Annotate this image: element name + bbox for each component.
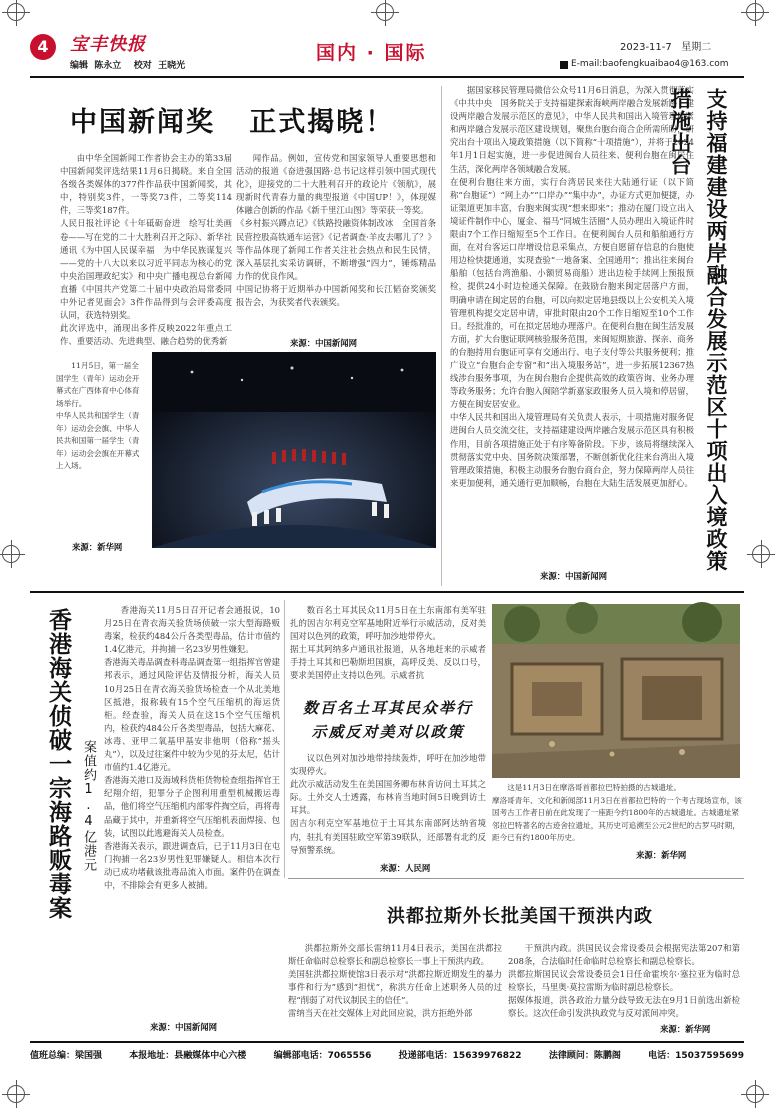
article-news-award-col1: 由中华全国新闻工作者协会主办的第33届中国新闻奖评选结果11月6日揭晓。来自全国各级各类媒体的377件作品获中国新闻奖，其中，特别奖3件，一等奖73件，二等奖114件，三等奖187件。 人民日报社评论《十年砥砺奋进 绘写壮美画卷——写在党的二十大胜利召开之际》、新华社通讯《为中国人民谋幸福 为中华民族谋复兴——党的十八大以来以习近平同志为核心的党中央治国理政纪实》和中央广播电视总台新闻直播《中国共产党第二十届中央政治局常委同中外记者见面会》3件作品得到与会评委高度认同，获选特别奖。 此次评选中，涌现出多件反映2022年重点工作、重要活动、先进典型、融合趋势的优秀新 (60, 153, 232, 347)
header-date: 2023-11-7 星期二 (620, 42, 712, 53)
registration-mark-bottom-right (746, 1085, 764, 1103)
footer-rule (30, 1041, 744, 1043)
article-fujian-policy-text: 据国家移民管理局微信公众号11月6日消息，为深入贯彻落实《中共中央 国务院关于支持福建探索海峡两岸融合发展新路 建设两岸融合发展示范区的意见》，中华人民共和国出入境管理局紧和两岸融合发展示范区建设规划，聚焦台胞台商合企所需所盼，研究出台十项出入境政策措施（以下简称“十项措施”），并将于2024年1月1日起实施，进一步促进闽台人员往来、便利台胞在闽居住生活，深化两岸各领域融合发展。 在便利台胞往来方面，实行台湾居民来往大陆通行证（以下简称“台胞证”）“网上办”“口岸办”“集中办”，办证方式更加便捷，办证渠道更加丰富，台胞来闽实现“想来即来”；推动在厦门设立出入境证件制作中心，厦金、福马“同城生活圈”人员办理出入境证件时限由7个工作日缩短至5个工作日。在便利闽台人员和船舶通行方面，在对台客运口岸增设信息采集点，方便自愿留存信息的台胞使用边检快捷通道，实现查验“一地备案、全国通用”；推出往来闽台船舶（包括台湾渔船、小额贸易商船）进出边检手续网上预报预检，提供24小时边检通关保障。在鼓励台胞来闽定居落户方面，明确申请在闽定居的台胞，可以向拟定居地县级以上公安机关入境管理机构提交定居申请，审批时限由20个工作日缩短至10个工作日。经批准的，可在拟定居地办理落户。在便利台胞在闽生活发展方面，扩大台胞证联网核验服务范围，来闽短期旅游、探亲、商务的台胞持用台胞证可享有交通出行、电子支付等公共服务便利；推广设立“台胞台企专窗”和“出入境服务站”，进一步拓展12367热线涉台服务事项，为在闽台胞台企提供高效的政策咨询、业务办理等政务服务；允许台胞入闽陪学新嘉家政服务人员入境和停居留，方便在闽安居安业。 中华人民共和国出入境管理局有关负责人表示，十项措施对服务促进闽台人员交流交往，支持福建建设两岸融合发展示范区具有积极作用，目前各项措施正处于有序筹备阶段。下步，该局将继续深入贯彻落实党中央、国务院决策部署，不断创新优化往来台湾出入境管理政策措施，积极主动服务台胞台商台企，努力保障两岸人员往来更加便利，通关通行更加顺畅，台胞在大陆生活发展更加舒心。 (450, 85, 694, 488)
article-fujian-policy-headline: 支持福建建设两岸融合发展示范区十项出入境政策措施出台 (668, 88, 728, 572)
article-turkey-text-b: 议以色列对加沙地带持续轰炸，呼吁在加沙地带实现停火。 此次示威活动发生在美国国务卿布林肯访问土耳其之际。土外交人士透露，布林肯当地时间5日晚到访土耳其。 因吉尔利克空军基地位于土耳其东南部阿达纳省境内，驻扎有美国驻欧空军第39联队，还部署有北约反导预警系统。 (290, 753, 486, 855)
article-honduras-headline: 洪都拉斯外长批美国干预洪内政 (387, 906, 653, 927)
email-icon (560, 61, 568, 69)
article-news-award-source: 来源：中国新闻网 (290, 338, 357, 348)
article-hk-customs-text: 香港海关11月5日召开记者会通报说，10月25日在青衣海关验货场侦破一宗大型海路贩毒案，检获约484公斤各类型毒品，估计市值约1.4亿港元，并拘捕一名23岁男性嫌犯。 香港海关毒品调查科毒品调查第一组指挥官曾建邦表示，通过风险评估及情报分析，海关人员10月25日在青衣海关验货场检查一个从北美地区抵港，报称载有15个空气压缩机的海运货柜。经查验，海关人员在这15个空气压缩机内，检获约484公斤各类型毒品，包括大麻花、冰毒、亚甲二氧基甲基安非他明（俗称“摇头丸”），以及过往案件中较为少见的芬太尼，估计市值约1.4亿港元。 香港海关港口及海域科货柜货物检查组指挥官王纪翔介绍，犯罪分子企图利用重型机械搬运毒品，他们将空气压缩机内部零件掏空后，再将毒品藏于其中，并重新将空气压缩机表面焊接、包装，试图以此逃避海关人员检查。 香港海关表示，跟进调查后，已于11月3日在屯门拘捕一名23岁男性犯罪嫌疑人。相信本次行动已成功堵截该批毒品流入市面。案件仍在调查中，不排除会有更多人被捕。 (104, 605, 280, 890)
photo1-source: 来源：新华网 (72, 542, 123, 552)
article-turkey-source: 来源：人民网 (380, 863, 431, 873)
footer-editorial-phone: 编辑部电话：7065556 (273, 1051, 372, 1061)
article-hk-customs-subhead: 案值约1.4亿港元 (81, 740, 96, 872)
footer-legal-phone: 电话：15037595699 (648, 1051, 744, 1061)
article-fujian-policy-source: 来源：中国新闻网 (540, 571, 607, 581)
photo-morocco-ruins (492, 604, 740, 778)
photo2-source: 来源：新华网 (636, 850, 687, 860)
article-honduras-source: 来源：新华网 (660, 1024, 711, 1034)
registration-mark-top-center (376, 3, 394, 21)
section-rule-middle (30, 591, 744, 593)
article-news-award-headline: 中国新闻奖 正式揭晓！ (70, 107, 395, 138)
registration-mark-mid-right (752, 545, 770, 563)
footer-delivery-phone: 投递部电话：15639976822 (398, 1051, 522, 1061)
article-news-award-col2: 闻作品。例如，宣传党和国家领导人重要思想和活动的报道《奋进强国路·总书记这样引领中国式现代化》，迎接党的二十大胜利召开的政论片《领航》，展现新时代青春力量的典型报道《中国UP！》，体现媒体融合创新的作品《新千里江山图》等荣获一等奖。 《乡村振兴蹲点记》《铁路投融资体制改冰 全国首条民营控股高铁通车运营》《记者调查·羊皮去哪儿了？》等作品体现了新闻工作者关注社会热点和民生民情，深入基层扎实采访调研，不断增强“四力”，锤炼精品力作的优良作风。 中国记协将于近期举办中国新闻奖和长江韬奋奖颁奖报告会，为获奖者代表颁奖。 (236, 153, 436, 308)
section-rule-lower (288, 878, 744, 879)
article-honduras-col2: 干预洪内政。洪国民议会常设委员会根据宪法第207和第208条，合法临时任命临时总检察长和副总检察长。 洪都拉斯国民议会常设委员会1日任命霍埃尔·塞拉亚为临时总检察长，马里奥·莫拉雷斯为临时副总检察长。 据媒体报道，洪各政治力量分歧导致无法在9月1日前选出新检察长。这次任命引发洪执政党与反对派间冲突。 (508, 943, 740, 1019)
newspaper-logo: 宝丰快报 (70, 34, 146, 55)
footer-legal-advisor: 法律顾问：陈鹏阁 (548, 1051, 621, 1061)
registration-mark-top-right (746, 3, 764, 21)
footer-bar (30, 1048, 744, 1068)
article-turkey-headline: 数百名土耳其民众举行示威反对美对以政策 (302, 699, 473, 741)
registration-mark-bottom-left (7, 1085, 25, 1103)
column-divider-top (441, 86, 442, 586)
article-turkey-text-a: 数百名土耳其民众11月5日在土东南部有美军驻扎的因吉尔利克空军基地附近举行示威活动，反对美国对以色列的政策，呼吁加沙地带停火。 据土耳其阿纳多卢通讯社报道，从各地赶来的示威者手持土耳其和巴勒斯坦国旗，高呼反美、反以口号，要求美国停止支持以色列。示威者抗 (290, 605, 486, 681)
section-title: 国内 · 国际 (316, 42, 427, 64)
photo2-caption: 这是11月3日在摩洛哥首都拉巴特拍摄的古城遗址。 摩洛哥青年、文化和新闻部11月3日在首都拉巴特的一个考古现场宣布，该国考古工作者日前在此发现了一座距今约1800年的古城遗址。古城遗址紧邻拉巴特著名的古迹舍拉遗址，其历史可追溯至公元2世纪的古罗马时期，距今已有约1800年历史。 (492, 783, 742, 842)
header-email: E-mail:baofengkuaibao4@163.com (571, 59, 729, 69)
editors-line: 编辑 陈永立 校对 王晓光 (70, 61, 186, 71)
article-hk-customs-headline: 香港海关侦破一宗海路贩毒案 (45, 608, 71, 920)
footer-duty-editor: 值班总编：梁国强 (30, 1051, 103, 1061)
photo1-caption: 11月5日，第一届全国学生（青年）运动会开幕式在广西体育中心体育场举行。 中华人民共和国学生（青年）运动会会旗、中华人民共和国第一届学生（青年）运动会会旗在开幕式上入场。 (56, 361, 140, 470)
photo-games-opening-ceremony (152, 352, 436, 548)
registration-mark-top-left (7, 3, 25, 21)
column-divider-bottom (284, 600, 285, 878)
footer-address: 本报地址：县融媒体中心六楼 (129, 1051, 247, 1061)
page-header (30, 30, 744, 75)
registration-mark-mid-left (2, 545, 20, 563)
page-number-badge: 4 (30, 34, 56, 60)
article-honduras-col1: 洪都拉斯外交部长雷纳11月4日表示，美国在洪都拉斯任命临时总检察长和副总检察长一事上干预洪内政。 美国驻洪都拉斯使馆3日表示对“洪都拉斯近期发生的暴力事件和行为”感到“担忧”，称洪方任命上述职务人员的过程“削弱了对代议制民主的信任”。 雷纳当天在社交媒体上对此回应说，洪方拒绝外部 (288, 943, 502, 1019)
article-hk-customs-source: 来源：中国新闻网 (150, 1022, 217, 1032)
header-rule (30, 76, 744, 78)
